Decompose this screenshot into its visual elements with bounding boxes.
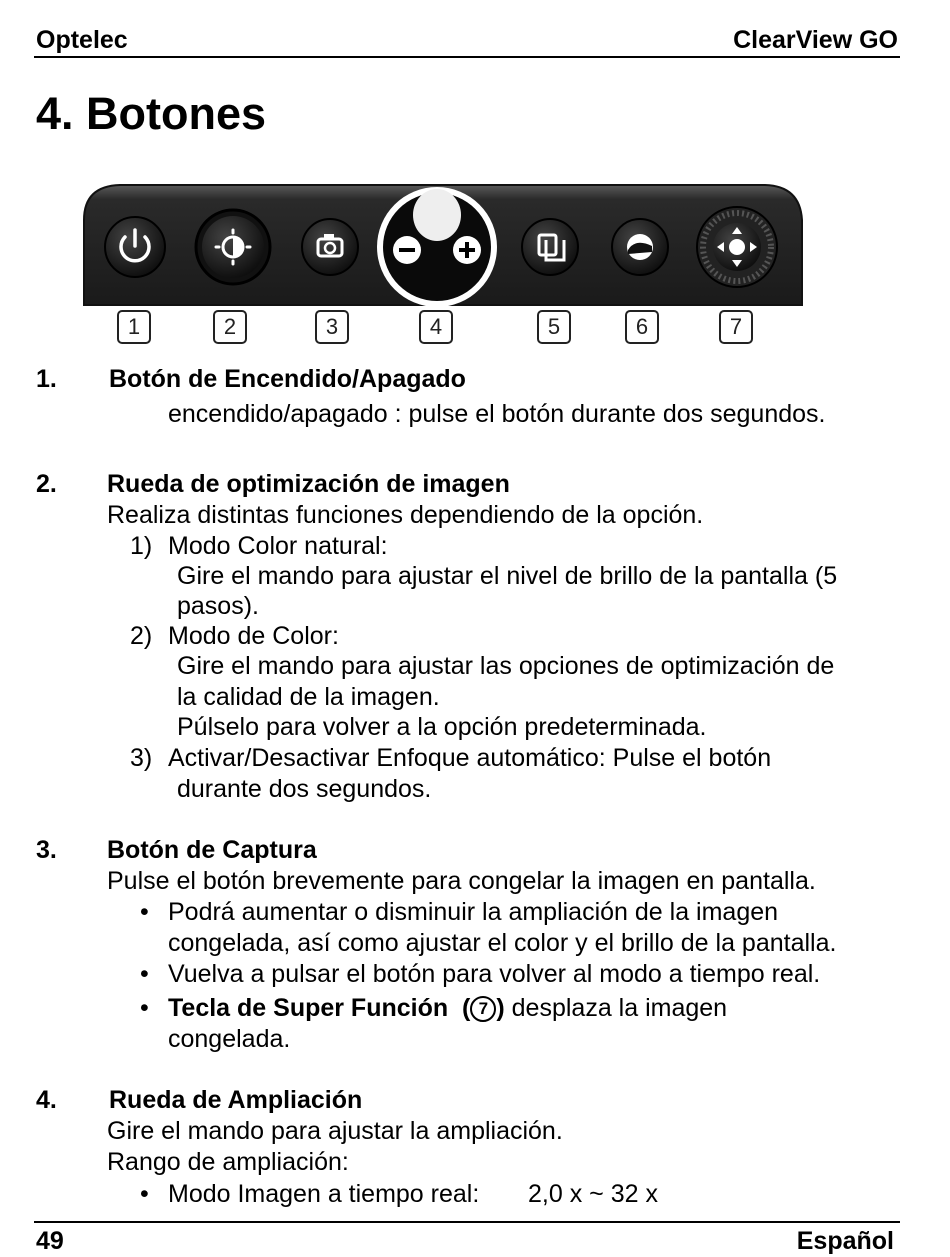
list-item-text: la calidad de la imagen. bbox=[177, 683, 440, 711]
bullet-text: Podrá aumentar o disminuir la ampliación de la imagen bbox=[168, 898, 779, 926]
list-item-label: Modo de Color: bbox=[168, 622, 339, 650]
bullet-dot: • bbox=[140, 898, 149, 926]
section-1-text: encendido/apagado : pulse el botón durante dos segundos. bbox=[168, 400, 826, 428]
power-button bbox=[105, 217, 165, 277]
section-4-text: Rango de ampliación: bbox=[107, 1148, 349, 1176]
paren-open: ( bbox=[462, 994, 471, 1022]
button-number-2: 2 bbox=[213, 310, 247, 344]
list-item-text: pasos). bbox=[177, 592, 259, 620]
button-number-4: 4 bbox=[419, 310, 453, 344]
section-1-number: 1. bbox=[36, 365, 57, 393]
list-marker: 3) bbox=[130, 744, 153, 772]
bullet-text: congelada. bbox=[168, 1025, 291, 1053]
bullet-text: Vuelva a pulsar el botón para volver al modo a tiempo real. bbox=[168, 960, 821, 988]
button-number-7: 7 bbox=[719, 310, 753, 344]
section-4-title: Rueda de Ampliación bbox=[109, 1086, 363, 1114]
list-item-text: Gire el mando para ajustar las opciones de optimización de bbox=[177, 652, 835, 680]
magnification-range-value: 2,0 x ~ 32 x bbox=[528, 1180, 658, 1208]
super-function-label: Tecla de Super Función bbox=[168, 994, 449, 1022]
list-item-text: Púlselo para volver a la opción predeterminada. bbox=[177, 713, 707, 741]
paren-close: ) bbox=[496, 994, 505, 1022]
list-item-label: Activar/Desactivar Enfoque automático: Pulse el botón bbox=[168, 744, 772, 772]
header-rule bbox=[34, 56, 900, 58]
section-1-title: Botón de Encendido/Apagado bbox=[109, 365, 466, 393]
circled-number-7: 7 bbox=[470, 996, 496, 1022]
section-3-number: 3. bbox=[36, 836, 57, 864]
page-title: 4. Botones bbox=[36, 88, 267, 139]
bullet-dot: • bbox=[140, 960, 149, 988]
list-marker: 2) bbox=[130, 622, 153, 650]
capture-button bbox=[302, 219, 358, 275]
super-function-text: desplaza la imagen bbox=[504, 994, 728, 1022]
section-2-intro: Realiza distintas funciones dependiendo de la opción. bbox=[107, 501, 704, 529]
section-2-title: Rueda de optimización de imagen bbox=[107, 470, 510, 498]
page-number: 49 bbox=[36, 1227, 64, 1255]
list-item-text: Gire el mando para ajustar el nivel de brillo de la pantalla (5 bbox=[177, 562, 838, 590]
button-number-6: 6 bbox=[625, 310, 659, 344]
color-mode-button bbox=[522, 219, 578, 275]
header-brand: Optelec bbox=[36, 26, 128, 54]
section-2-number: 2. bbox=[36, 470, 57, 498]
header-product: ClearView GO bbox=[733, 26, 898, 54]
footer-language: Español bbox=[796, 1227, 894, 1255]
picture-settings-button bbox=[612, 219, 668, 275]
magnification-mode-label: Modo Imagen a tiempo real: bbox=[168, 1180, 480, 1208]
section-3-title: Botón de Captura bbox=[107, 836, 317, 864]
list-item-label: Modo Color natural: bbox=[168, 532, 388, 560]
section-4-text: Gire el mando para ajustar la ampliación. bbox=[107, 1117, 563, 1145]
list-marker: 1) bbox=[130, 532, 153, 560]
section-3-intro: Pulse el botón brevemente para congelar la imagen en pantalla. bbox=[107, 867, 816, 895]
magnification-wheel bbox=[377, 187, 497, 307]
super-function-line bbox=[168, 994, 727, 1023]
bullet-dot: • bbox=[140, 1180, 149, 1208]
navigation-joystick bbox=[697, 207, 777, 287]
section-4-number: 4. bbox=[36, 1086, 57, 1114]
footer-rule bbox=[34, 1221, 900, 1223]
image-optimization-wheel bbox=[196, 210, 270, 284]
button-number-1: 1 bbox=[117, 310, 151, 344]
button-number-3: 3 bbox=[315, 310, 349, 344]
list-item-text: durante dos segundos. bbox=[177, 775, 432, 803]
bullet-dot: • bbox=[140, 994, 149, 1022]
button-number-5: 5 bbox=[537, 310, 571, 344]
bullet-text: congelada, así como ajustar el color y el brillo de la pantalla. bbox=[168, 929, 837, 957]
